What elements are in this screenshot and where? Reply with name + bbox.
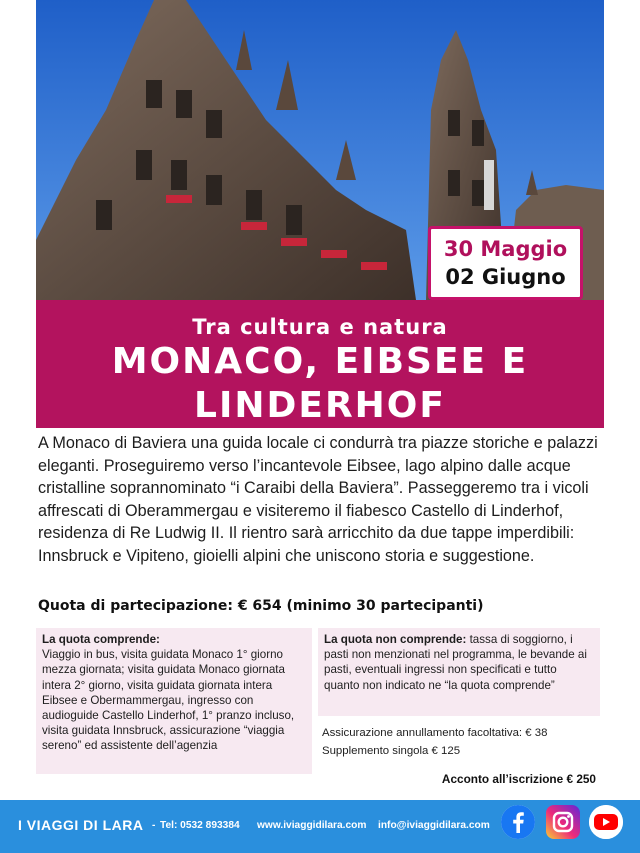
insurance-line: Assicurazione annullamento facoltativa: € 38 [322,727,548,739]
start-date: 30 Maggio [443,237,568,261]
brand-name: I VIAGGI DI LARA [18,817,144,833]
banner-title-line2: LINDERHOF [194,385,446,426]
not-included-panel [318,628,600,716]
banner-title-line1: MONACO, EIBSEE E [111,341,529,382]
footer-separator: - [152,820,156,831]
youtube-icon[interactable] [589,805,623,839]
date-box [428,226,583,300]
not-included-text: tassa di soggiorno, i pasti non menzionati nel programma, le bevande ai pasti, eventuali ingressi non specificati e tutto quanto non indicato ne “la quota comprende” [324,633,587,692]
end-date: 02 Giugno [445,265,566,289]
instagram-icon[interactable] [546,805,580,839]
included-heading: La quota comprende: [42,633,160,646]
footer-email[interactable]: info@iviaggidilara.com [378,820,490,831]
single-supplement-line: Supplemento singola € 125 [322,745,461,757]
included-panel [36,628,312,774]
footer-website[interactable]: www.iviaggidilara.com [257,820,367,831]
not-included-heading: La quota non comprende: [324,633,467,646]
extras [322,724,602,760]
footer [0,800,640,853]
title-banner [36,300,604,428]
price-line: Quota di partecipazione: € 654 (minimo 30 partecipanti) [38,598,484,614]
trip-description: A Monaco di Baviera una guida locale ci condurrà tra piazze storiche e palazzi eleganti. Proseguiremo verso l’incantevole Eibsee, lago alpino dalle acque cristalline soprannominato “i Caraibi della Baviera”. Passeggeremo tra i vicoli affrescati di Oberammergau e visiteremo il fiabesco Castello di Linderhof, residenza di Re Ludwig II. Il rientro sarà arricchito da due tappe imperdibili: Innsbruck e Vipiteno, gioielli alpini che uniscono storia e suggestione. [38,434,598,565]
facebook-icon[interactable] [501,805,535,839]
included-text: Viaggio in bus, visita guidata Monaco 1° giorno mezza giornata; visita guidata Monaco giornata intera 2° giorno, visita guidata giornata intera Eibsee e Obermammergau, ingresso con audioguide Castello Linderhof, 1° pranzo incluso, visita guidata Innsbruck, assicurazione “viaggia sereno” ed assistente dell’agenzia [42,648,295,753]
deposit-line: Acconto all’iscrizione € 250 [441,772,596,786]
footer-phone[interactable]: Tel: 0532 893384 [160,820,240,831]
banner-subtitle: Tra cultura e natura [192,315,448,339]
